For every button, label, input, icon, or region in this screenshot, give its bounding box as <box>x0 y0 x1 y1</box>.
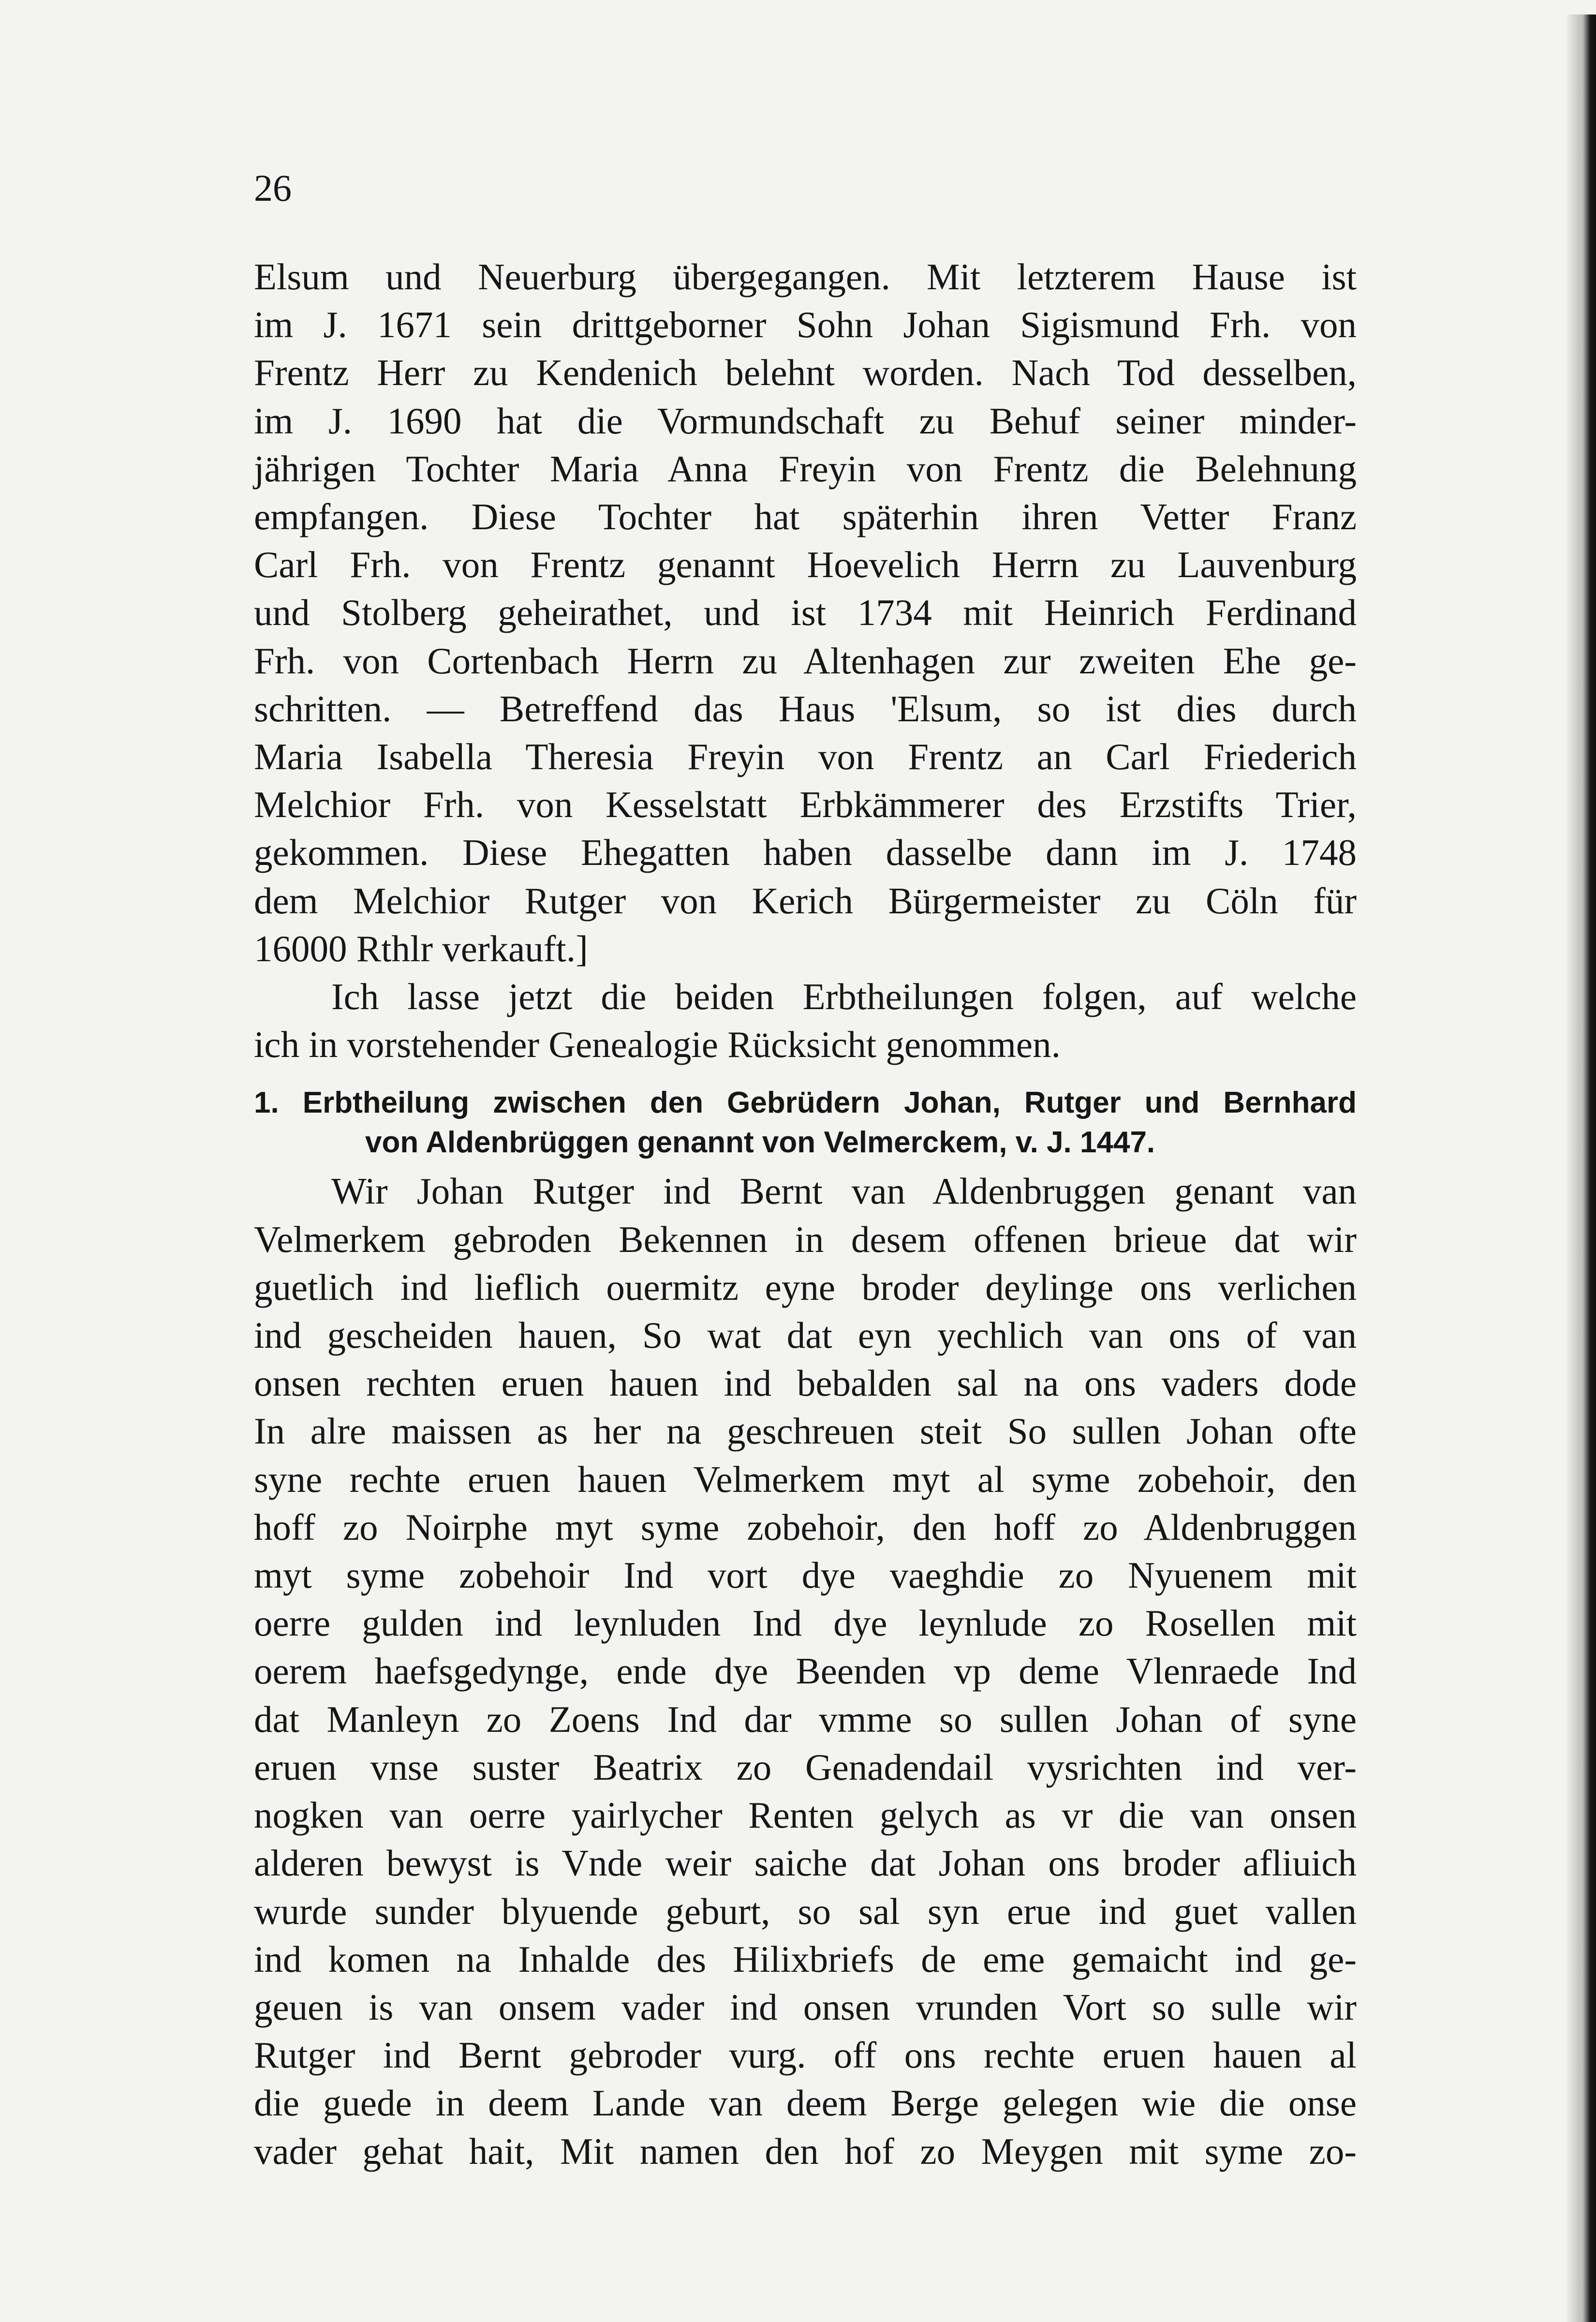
text-line: wurde sunder blyuende geburt, so sal syn erue ind guet vallen <box>254 1890 1357 1932</box>
scan-page-edge <box>1567 15 1596 2322</box>
text-line: eruen vnse suster Beatrix zo Genadendail vysrichten ind ver- <box>254 1746 1357 1788</box>
paragraph-1 <box>254 253 1357 973</box>
text-line: In alre maissen as her na geschreuen steit So sullen Johan ofte <box>254 1410 1357 1452</box>
text-line: ich in vorstehender Genealogie Rücksicht genommen. <box>254 1024 1061 1066</box>
text-line: jährigen Tochter Maria Anna Freyin von Frentz die Belehnung <box>254 447 1357 490</box>
text-line: im J. 1671 sein drittgeborner Sohn Johan Sigismund Frh. von <box>254 304 1357 346</box>
text-line: im J. 1690 hat die Vormundschaft zu Behuf seiner minder- <box>254 400 1357 442</box>
text-line: dem Melchior Rutger von Kerich Bürgermeister zu Cöln für <box>254 879 1357 922</box>
text-line: empfangen. Diese Tochter hat späterhin ihren Vetter Franz <box>254 496 1357 538</box>
section-heading <box>254 1083 1357 1162</box>
text-line: die guede in deem Lande van deem Berge gelegen wie die onse <box>254 2082 1357 2124</box>
text-line: Ich lasse jetzt die beiden Erbtheilungen folgen, auf welche <box>331 976 1357 1018</box>
text-line: Frentz Herr zu Kendenich belehnt worden. Nach Tod desselben, <box>254 352 1357 394</box>
text-line: nogken van oerre yairlycher Renten gelych as vr die van onsen <box>254 1794 1357 1836</box>
text-line: oerre gulden ind leynluden Ind dye leynlude zo Rosellen mit <box>254 1602 1357 1644</box>
text-line: syne rechte eruen hauen Velmerkem myt al syme zobehoir, den <box>254 1458 1357 1500</box>
text-line: hoff zo Noirphe myt syme zobehoir, den hoff zo Aldenbruggen <box>254 1506 1357 1548</box>
book-page <box>254 169 1357 2175</box>
text-line: Elsum und Neuerburg übergegangen. Mit letzterem Hause ist <box>254 256 1357 298</box>
text-line: Carl Frh. von Frentz genannt Hoevelich Herrn zu Lauvenburg <box>254 544 1357 586</box>
text-line: Melchior Frh. von Kesselstatt Erbkämmerer des Erzstifts Trier, <box>254 784 1357 826</box>
text-line: gekommen. Diese Ehegatten haben dasselbe dann im J. 1748 <box>254 832 1357 874</box>
paragraph-2 <box>254 973 1357 1069</box>
text-line: guetlich ind lieflich ouermitz eyne broder deylinge ons verlichen <box>254 1266 1357 1308</box>
text-line: Rutger ind Bernt gebroder vurg. off ons rechte eruen hauen al <box>254 2034 1357 2076</box>
text-line: Velmerkem gebroden Bekennen in desem offenen brieue dat wir <box>254 1218 1357 1260</box>
text-line: geuen is van onsem vader ind onsen vrunden Vort so sulle wir <box>254 1986 1357 2028</box>
page-number: 26 <box>254 167 292 209</box>
text-line: ind gescheiden hauen, So wat dat eyn yechlich van ons of van <box>254 1314 1357 1356</box>
paragraph-3 <box>254 1167 1357 2175</box>
text-line: dat Manleyn zo Zoens Ind dar vmme so sullen Johan of syne <box>254 1698 1357 1740</box>
text-line: vader gehat hait, Mit namen den hof zo Meygen mit syme zo- <box>254 2130 1357 2172</box>
text-line: Wir Johan Rutger ind Bernt van Aldenbruggen genant van <box>331 1170 1357 1212</box>
text-line: ind komen na Inhalde des Hilixbriefs de eme gemaicht ind ge- <box>254 1938 1357 1980</box>
text-line: alderen bewyst is Vnde weir saiche dat Johan ons broder afliuich <box>254 1842 1357 1884</box>
text-line: 16000 Rthlr verkauft.] <box>254 927 588 969</box>
text-line: myt syme zobehoir Ind vort dye vaeghdie zo Nyuenem mit <box>254 1554 1357 1596</box>
section-heading-line-2: von Aldenbrüggen genannt von Velmerckem, v. J. 1447. <box>365 1126 1155 1160</box>
text-line: Maria Isabella Theresia Freyin von Frentz an Carl Friederich <box>254 736 1357 778</box>
text-line: oerem haefsgedynge, ende dye Beenden vp deme Vlenraede Ind <box>254 1650 1357 1692</box>
text-line: onsen rechten eruen hauen ind bebalden sal na ons vaders dode <box>254 1362 1357 1404</box>
text-line: Frh. von Cortenbach Herrn zu Altenhagen zur zweiten Ehe ge- <box>254 640 1357 682</box>
section-heading-line-1: 1. Erbtheilung zwischen den Gebrüdern Johan, Rutger und Bernhard <box>254 1086 1357 1120</box>
text-line: schritten. — Betreffend das Haus 'Elsum, so ist dies durch <box>254 687 1357 729</box>
text-line: und Stolberg geheirathet, und ist 1734 mit Heinrich Ferdinand <box>254 592 1357 634</box>
